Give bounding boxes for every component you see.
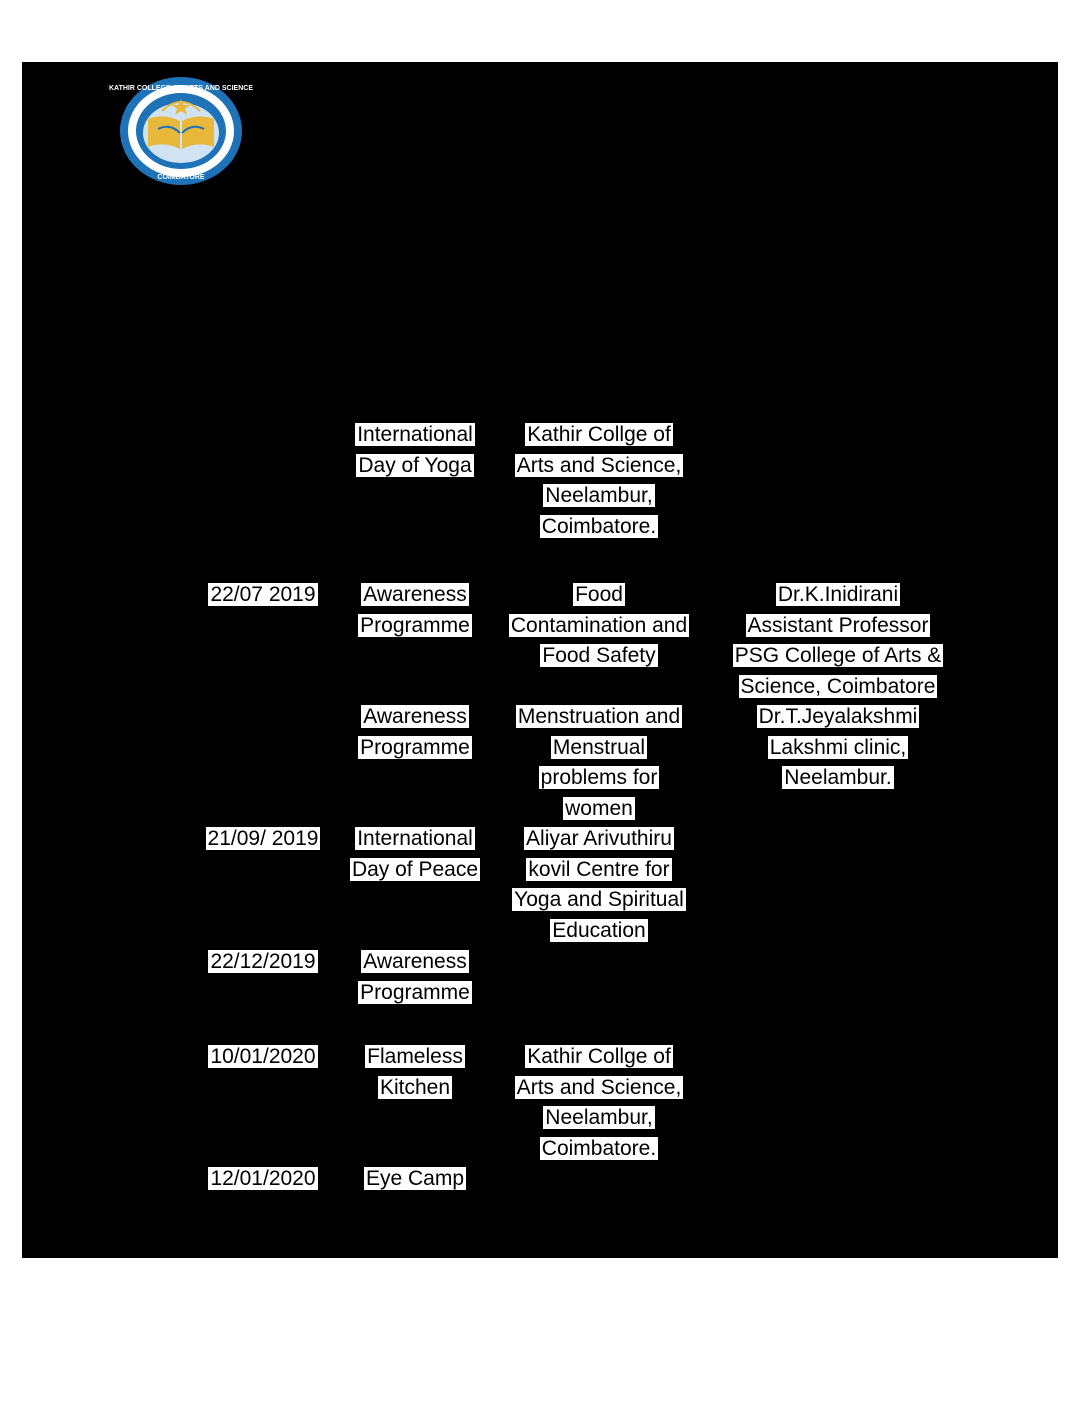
event-text: Programme xyxy=(360,735,470,759)
resource-cell xyxy=(718,702,958,794)
venue-cell xyxy=(489,702,709,824)
event-cell xyxy=(340,420,490,481)
event-text: Eye Camp xyxy=(365,1167,465,1190)
venue-text: women xyxy=(565,796,633,820)
date-text: 10/01/2020 xyxy=(210,1045,316,1068)
venue-text: Menstruation and xyxy=(517,705,681,728)
event-text: Day of Yoga xyxy=(358,453,472,477)
venue-text: Menstrual xyxy=(552,735,646,759)
venue-text: Kathir Collge of xyxy=(527,423,671,446)
venue-text: Arts and Science, xyxy=(516,453,682,477)
event-text: International xyxy=(357,827,473,850)
event-cell xyxy=(340,947,490,1008)
venue-text: Aliyar Arivuthiru xyxy=(526,827,672,850)
venue-text: Neelambur, xyxy=(545,1106,653,1129)
document-page xyxy=(22,62,1058,1258)
venue-text: Yoga and Spiritual xyxy=(514,888,684,911)
event-text: Programme xyxy=(360,980,470,1004)
resource-text: Neelambur. xyxy=(784,766,892,789)
venue-text: kovil Centre for xyxy=(528,857,670,881)
date-text: 22/07 2019 xyxy=(210,583,316,606)
date-text: 22/12/2019 xyxy=(210,950,316,973)
venue-cell xyxy=(489,420,709,542)
event-text: International xyxy=(357,423,473,446)
event-cell xyxy=(340,1164,490,1195)
venue-text: Coimbatore. xyxy=(541,1136,657,1160)
venue-text: problems for xyxy=(540,766,658,789)
event-text: Flameless xyxy=(367,1045,463,1068)
venue-text: Food xyxy=(575,583,623,606)
resource-text: Dr.K.Inidirani xyxy=(777,583,899,606)
event-text: Day of Peace xyxy=(351,857,479,881)
event-text: Awareness xyxy=(363,705,467,728)
logo-subtext: COIMBATORE xyxy=(157,174,205,181)
event-text: Kitchen xyxy=(379,1075,451,1099)
event-cell xyxy=(340,702,490,763)
resource-text: Lakshmi clinic, xyxy=(769,735,907,759)
venue-text: Arts and Science, xyxy=(516,1075,682,1099)
logo-text: KATHIR COLLEGE OF ARTS AND SCIENCE xyxy=(108,85,254,92)
event-cell xyxy=(340,1042,490,1103)
resource-text: PSG College of Arts & xyxy=(734,644,942,667)
resource-text: Dr.T.Jeyalakshmi xyxy=(758,705,918,728)
date-cell xyxy=(183,1164,343,1195)
date-text: 21/09/ 2019 xyxy=(207,827,319,850)
venue-text: Neelambur, xyxy=(545,484,653,507)
event-cell xyxy=(340,580,490,641)
resource-text: Science, Coimbatore xyxy=(740,674,936,698)
date-cell xyxy=(183,580,343,611)
resource-text: Assistant Professor xyxy=(747,613,929,637)
venue-cell xyxy=(489,824,709,946)
date-cell xyxy=(183,947,343,978)
date-text: 12/01/2020 xyxy=(210,1167,316,1190)
venue-text: Contamination and xyxy=(510,613,688,637)
venue-cell xyxy=(489,1042,709,1164)
event-text: Programme xyxy=(360,613,470,637)
event-text: Awareness xyxy=(363,950,467,973)
venue-text: Kathir Collge of xyxy=(527,1045,671,1068)
college-seal-logo xyxy=(108,75,254,187)
event-text: Awareness xyxy=(363,583,467,606)
venue-cell xyxy=(489,580,709,672)
venue-text: Food Safety xyxy=(542,644,656,667)
event-cell xyxy=(340,824,490,885)
resource-cell xyxy=(718,580,958,702)
date-cell xyxy=(183,1042,343,1073)
venue-text: Coimbatore. xyxy=(541,514,657,538)
venue-text: Education xyxy=(552,918,646,942)
date-cell xyxy=(183,824,343,855)
